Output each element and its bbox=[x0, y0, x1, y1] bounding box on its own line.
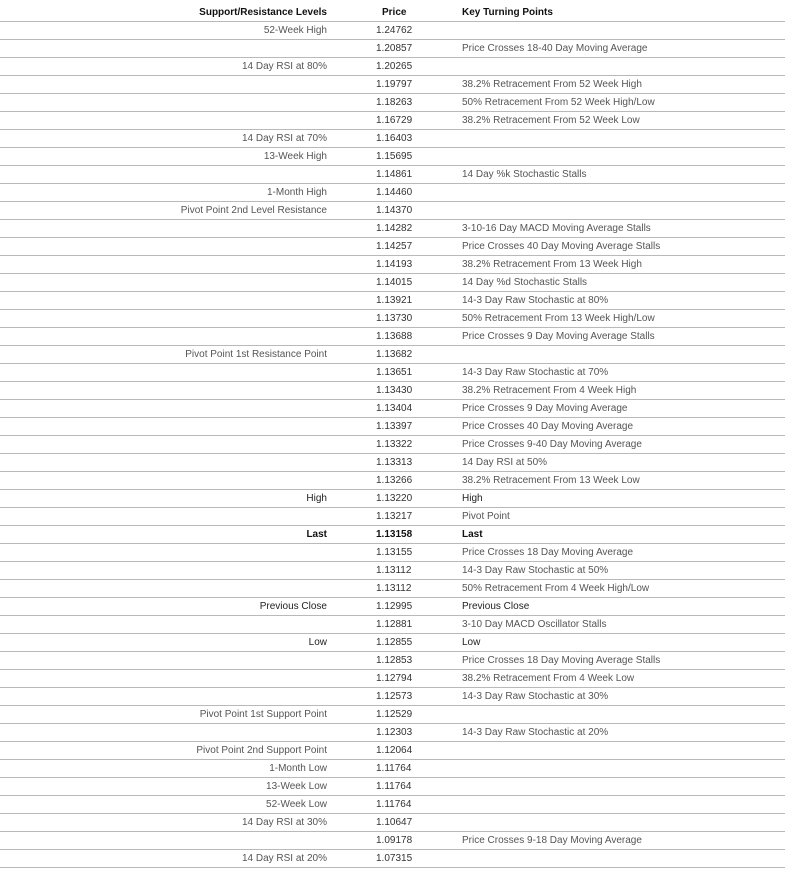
level-cell bbox=[0, 400, 334, 418]
table-row bbox=[0, 598, 785, 616]
turning-point-cell: Price Crosses 9 Day Moving Average Stalls bbox=[454, 328, 785, 346]
price-cell: 1.12529 bbox=[334, 706, 454, 724]
level-cell: 52-Week High bbox=[0, 22, 334, 40]
price-cell: 1.13112 bbox=[334, 562, 454, 580]
table-row bbox=[0, 58, 785, 76]
turning-point-cell bbox=[454, 742, 785, 760]
table-row bbox=[0, 760, 785, 778]
level-cell bbox=[0, 454, 334, 472]
price-cell: 1.14282 bbox=[334, 220, 454, 238]
table-row bbox=[0, 742, 785, 760]
table-row bbox=[0, 220, 785, 238]
level-cell: Low bbox=[0, 634, 334, 652]
table-row bbox=[0, 166, 785, 184]
level-cell: 1-Month High bbox=[0, 184, 334, 202]
price-cell: 1.13266 bbox=[334, 472, 454, 490]
table-row bbox=[0, 796, 785, 814]
table-row bbox=[0, 616, 785, 634]
table-row bbox=[0, 130, 785, 148]
turning-point-cell: 14 Day %d Stochastic Stalls bbox=[454, 274, 785, 292]
header-row bbox=[0, 4, 785, 22]
price-cell: 1.07315 bbox=[334, 850, 454, 868]
table-row bbox=[0, 778, 785, 796]
price-cell: 1.16403 bbox=[334, 130, 454, 148]
table-row bbox=[0, 670, 785, 688]
level-cell: 14 Day RSI at 30% bbox=[0, 814, 334, 832]
level-cell bbox=[0, 832, 334, 850]
price-cell: 1.13730 bbox=[334, 310, 454, 328]
table-body bbox=[0, 22, 785, 868]
turning-point-cell: Price Crosses 18 Day Moving Average Stalls bbox=[454, 652, 785, 670]
level-cell bbox=[0, 166, 334, 184]
turning-point-cell: 50% Retracement From 52 Week High/Low bbox=[454, 94, 785, 112]
turning-point-cell bbox=[454, 130, 785, 148]
turning-point-cell bbox=[454, 202, 785, 220]
level-cell: High bbox=[0, 490, 334, 508]
level-cell: Pivot Point 2nd Level Resistance bbox=[0, 202, 334, 220]
price-cell: 1.12881 bbox=[334, 616, 454, 634]
level-cell bbox=[0, 328, 334, 346]
level-cell bbox=[0, 670, 334, 688]
turning-point-cell: 38.2% Retracement From 52 Week Low bbox=[454, 112, 785, 130]
price-cell: 1.13688 bbox=[334, 328, 454, 346]
level-cell bbox=[0, 544, 334, 562]
price-cell: 1.13155 bbox=[334, 544, 454, 562]
price-cell: 1.16729 bbox=[334, 112, 454, 130]
table-row bbox=[0, 832, 785, 850]
level-cell bbox=[0, 580, 334, 598]
price-cell: 1.11764 bbox=[334, 796, 454, 814]
turning-point-cell: 3-10-16 Day MACD Moving Average Stalls bbox=[454, 220, 785, 238]
level-cell bbox=[0, 688, 334, 706]
table-row bbox=[0, 490, 785, 508]
price-cell: 1.12064 bbox=[334, 742, 454, 760]
price-cell: 1.13682 bbox=[334, 346, 454, 364]
price-cell: 1.13404 bbox=[334, 400, 454, 418]
table-row bbox=[0, 364, 785, 382]
price-cell: 1.14861 bbox=[334, 166, 454, 184]
level-cell bbox=[0, 76, 334, 94]
turning-point-cell bbox=[454, 850, 785, 868]
turning-point-cell: Low bbox=[454, 634, 785, 652]
turning-point-cell bbox=[454, 148, 785, 166]
table-row bbox=[0, 526, 785, 544]
level-cell: 14 Day RSI at 20% bbox=[0, 850, 334, 868]
price-cell: 1.19797 bbox=[334, 76, 454, 94]
price-cell: 1.10647 bbox=[334, 814, 454, 832]
level-cell bbox=[0, 292, 334, 310]
turning-point-cell: 50% Retracement From 13 Week High/Low bbox=[454, 310, 785, 328]
header-support-resistance-levels: Support/Resistance Levels bbox=[0, 4, 334, 22]
level-cell bbox=[0, 724, 334, 742]
level-cell: Pivot Point 2nd Support Point bbox=[0, 742, 334, 760]
table-row bbox=[0, 706, 785, 724]
level-cell bbox=[0, 310, 334, 328]
turning-point-cell: 38.2% Retracement From 4 Week High bbox=[454, 382, 785, 400]
table-row bbox=[0, 814, 785, 832]
table-row bbox=[0, 688, 785, 706]
support-resistance-table bbox=[0, 4, 785, 868]
table-row bbox=[0, 202, 785, 220]
turning-point-cell bbox=[454, 22, 785, 40]
price-cell: 1.12855 bbox=[334, 634, 454, 652]
turning-point-cell bbox=[454, 814, 785, 832]
price-cell: 1.18263 bbox=[334, 94, 454, 112]
table-row bbox=[0, 562, 785, 580]
table-row bbox=[0, 634, 785, 652]
level-cell bbox=[0, 508, 334, 526]
level-cell bbox=[0, 256, 334, 274]
table-row bbox=[0, 238, 785, 256]
level-cell bbox=[0, 94, 334, 112]
turning-point-cell: 14 Day %k Stochastic Stalls bbox=[454, 166, 785, 184]
price-cell: 1.20857 bbox=[334, 40, 454, 58]
turning-point-cell: Pivot Point bbox=[454, 508, 785, 526]
turning-point-cell: 14-3 Day Raw Stochastic at 50% bbox=[454, 562, 785, 580]
price-cell: 1.14257 bbox=[334, 238, 454, 256]
level-cell bbox=[0, 382, 334, 400]
table-row bbox=[0, 724, 785, 742]
table-row bbox=[0, 346, 785, 364]
level-cell: 14 Day RSI at 80% bbox=[0, 58, 334, 76]
price-cell: 1.13397 bbox=[334, 418, 454, 436]
turning-point-cell: Price Crosses 18 Day Moving Average bbox=[454, 544, 785, 562]
turning-point-cell: Price Crosses 9-18 Day Moving Average bbox=[454, 832, 785, 850]
turning-point-cell: 14-3 Day Raw Stochastic at 20% bbox=[454, 724, 785, 742]
price-cell: 1.24762 bbox=[334, 22, 454, 40]
turning-point-cell: 38.2% Retracement From 4 Week Low bbox=[454, 670, 785, 688]
price-cell: 1.13313 bbox=[334, 454, 454, 472]
turning-point-cell: Price Crosses 40 Day Moving Average Stalls bbox=[454, 238, 785, 256]
turning-point-cell bbox=[454, 760, 785, 778]
level-cell bbox=[0, 418, 334, 436]
price-cell: 1.12995 bbox=[334, 598, 454, 616]
table-row bbox=[0, 580, 785, 598]
price-cell: 1.11764 bbox=[334, 760, 454, 778]
price-cell: 1.13220 bbox=[334, 490, 454, 508]
table-row bbox=[0, 184, 785, 202]
table-row bbox=[0, 454, 785, 472]
turning-point-cell: 38.2% Retracement From 52 Week High bbox=[454, 76, 785, 94]
header-price: Price bbox=[334, 4, 454, 22]
turning-point-cell: High bbox=[454, 490, 785, 508]
table-row bbox=[0, 382, 785, 400]
level-cell bbox=[0, 616, 334, 634]
table-row bbox=[0, 436, 785, 454]
price-cell: 1.20265 bbox=[334, 58, 454, 76]
level-cell: 1-Month Low bbox=[0, 760, 334, 778]
turning-point-cell bbox=[454, 58, 785, 76]
table-row bbox=[0, 76, 785, 94]
price-cell: 1.12303 bbox=[334, 724, 454, 742]
level-cell bbox=[0, 112, 334, 130]
turning-point-cell bbox=[454, 184, 785, 202]
turning-point-cell: Price Crosses 9 Day Moving Average bbox=[454, 400, 785, 418]
table-row bbox=[0, 508, 785, 526]
level-cell: Last bbox=[0, 526, 334, 544]
turning-point-cell: Price Crosses 18-40 Day Moving Average bbox=[454, 40, 785, 58]
header-key-turning-points: Key Turning Points bbox=[454, 4, 785, 22]
turning-point-cell bbox=[454, 346, 785, 364]
table-row bbox=[0, 148, 785, 166]
turning-point-cell: 38.2% Retracement From 13 Week High bbox=[454, 256, 785, 274]
price-cell: 1.12573 bbox=[334, 688, 454, 706]
price-cell: 1.14370 bbox=[334, 202, 454, 220]
level-cell bbox=[0, 274, 334, 292]
table-row bbox=[0, 850, 785, 868]
table-row bbox=[0, 328, 785, 346]
table-row bbox=[0, 40, 785, 58]
table-row bbox=[0, 310, 785, 328]
price-cell: 1.15695 bbox=[334, 148, 454, 166]
table-row bbox=[0, 400, 785, 418]
turning-point-cell: 14-3 Day Raw Stochastic at 70% bbox=[454, 364, 785, 382]
price-cell: 1.13158 bbox=[334, 526, 454, 544]
level-cell: Pivot Point 1st Resistance Point bbox=[0, 346, 334, 364]
table-row bbox=[0, 652, 785, 670]
turning-point-cell: 14 Day RSI at 50% bbox=[454, 454, 785, 472]
price-cell: 1.12794 bbox=[334, 670, 454, 688]
table-row bbox=[0, 22, 785, 40]
price-cell: 1.13921 bbox=[334, 292, 454, 310]
turning-point-cell bbox=[454, 706, 785, 724]
level-cell: 13-Week Low bbox=[0, 778, 334, 796]
turning-point-cell: 38.2% Retracement From 13 Week Low bbox=[454, 472, 785, 490]
table-row bbox=[0, 472, 785, 490]
price-cell: 1.14460 bbox=[334, 184, 454, 202]
table-row bbox=[0, 112, 785, 130]
price-cell: 1.14015 bbox=[334, 274, 454, 292]
turning-point-cell: Price Crosses 40 Day Moving Average bbox=[454, 418, 785, 436]
table-row bbox=[0, 292, 785, 310]
level-cell: 14 Day RSI at 70% bbox=[0, 130, 334, 148]
level-cell bbox=[0, 472, 334, 490]
turning-point-cell: Price Crosses 9-40 Day Moving Average bbox=[454, 436, 785, 454]
turning-point-cell bbox=[454, 778, 785, 796]
level-cell bbox=[0, 562, 334, 580]
table-row bbox=[0, 544, 785, 562]
turning-point-cell: 3-10 Day MACD Oscillator Stalls bbox=[454, 616, 785, 634]
level-cell: Previous Close bbox=[0, 598, 334, 616]
turning-point-cell: 50% Retracement From 4 Week High/Low bbox=[454, 580, 785, 598]
price-cell: 1.13322 bbox=[334, 436, 454, 454]
price-cell: 1.13430 bbox=[334, 382, 454, 400]
table-row bbox=[0, 274, 785, 292]
table-row bbox=[0, 418, 785, 436]
turning-point-cell: 14-3 Day Raw Stochastic at 30% bbox=[454, 688, 785, 706]
table-header bbox=[0, 4, 785, 22]
level-cell bbox=[0, 652, 334, 670]
table-row bbox=[0, 256, 785, 274]
price-cell: 1.13112 bbox=[334, 580, 454, 598]
price-cell: 1.14193 bbox=[334, 256, 454, 274]
level-cell: 13-Week High bbox=[0, 148, 334, 166]
level-cell bbox=[0, 40, 334, 58]
price-cell: 1.09178 bbox=[334, 832, 454, 850]
turning-point-cell bbox=[454, 796, 785, 814]
price-cell: 1.12853 bbox=[334, 652, 454, 670]
turning-point-cell: 14-3 Day Raw Stochastic at 80% bbox=[454, 292, 785, 310]
turning-point-cell: Last bbox=[454, 526, 785, 544]
level-cell: Pivot Point 1st Support Point bbox=[0, 706, 334, 724]
price-cell: 1.13217 bbox=[334, 508, 454, 526]
turning-point-cell: Previous Close bbox=[454, 598, 785, 616]
level-cell bbox=[0, 436, 334, 454]
level-cell bbox=[0, 238, 334, 256]
level-cell: 52-Week Low bbox=[0, 796, 334, 814]
price-cell: 1.11764 bbox=[334, 778, 454, 796]
price-cell: 1.13651 bbox=[334, 364, 454, 382]
table-row bbox=[0, 94, 785, 112]
level-cell bbox=[0, 364, 334, 382]
level-cell bbox=[0, 220, 334, 238]
